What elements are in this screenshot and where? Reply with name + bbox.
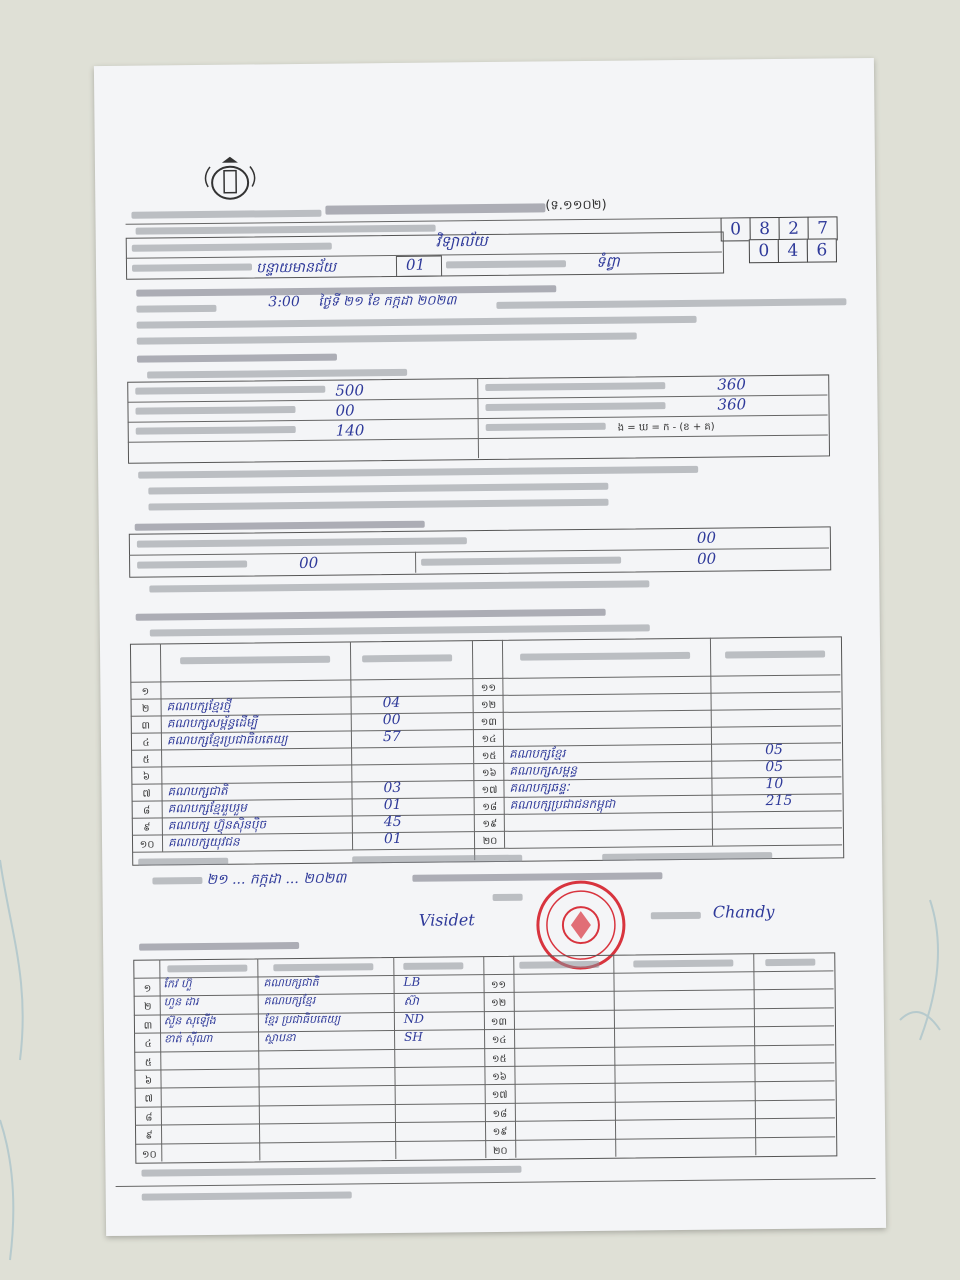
complaints-forwarded: 00 — [696, 549, 717, 568]
royal-emblem-icon — [200, 156, 260, 205]
footer-date: ២១ ... កក្កដា ... ២០២៣ — [206, 870, 347, 888]
row-number: ១៩ — [482, 818, 498, 831]
party-name: គណបក្សខ្មែរថ្មី — [166, 698, 231, 714]
serial-digit: 8 — [750, 217, 780, 241]
party-votes: 57 — [382, 728, 401, 746]
row-number: ៥ — [142, 754, 150, 766]
row-number: ១ — [141, 686, 150, 698]
province-code: 01 — [405, 255, 426, 274]
ballots-in-box: 360 — [717, 395, 747, 414]
party-name: គណបក្សសម្ព័ន្ធដើម្បី — [166, 715, 258, 731]
row-number: ១៩ — [492, 1126, 508, 1138]
witness-party: គណបក្សជាតិ — [263, 975, 319, 990]
witness-party: ស្ថាបនា — [264, 1031, 296, 1045]
serial-digit: 4 — [778, 239, 808, 263]
row-number: ១៥ — [481, 750, 497, 763]
row-number: ២០ — [482, 835, 498, 848]
row-number: ១០ — [139, 839, 155, 851]
commune-name: ទំព្វា — [595, 252, 620, 271]
witness-name: ខាត់ ស៊ីណា — [164, 1031, 213, 1046]
row-number: ៩ — [143, 822, 151, 834]
party-name: គណបក្សជាតិ — [167, 783, 228, 799]
row-number: ១១ — [480, 682, 497, 695]
party-votes: 45 — [383, 813, 402, 831]
row-number: ៨ — [143, 805, 151, 817]
row-number: ១៤ — [481, 733, 497, 746]
row-number: ១១ — [490, 979, 507, 992]
date-line: ថ្ងៃទី ២១ ខែ កក្កដា ២០២៣ — [318, 293, 457, 310]
witness-name: កែវ ហ៊ួ — [163, 977, 192, 991]
voters-count: 360 — [717, 375, 746, 394]
row-number: ១៧ — [491, 1089, 508, 1102]
row-number: ១៤ — [491, 1034, 507, 1047]
row-number: ៣ — [141, 720, 151, 732]
row-number: ១៥ — [491, 1053, 507, 1066]
party-name: គណបក្សឆន្ទៈ — [509, 780, 570, 795]
witness-signature: ស៊ា — [403, 993, 420, 1008]
row-number: ៤ — [144, 1038, 152, 1050]
complaints-counting: 00 — [696, 528, 717, 547]
party-votes: 10 — [765, 775, 784, 793]
row-number: ៣ — [143, 1020, 153, 1032]
witness-signature: SH — [404, 1029, 423, 1044]
election-result-form: (ទ.១១០២) 0 8 2 7 0 4 6 វិទ្យាល័យ បន្ទាយមានជ័យ 01 ទំព្វា 3:00 ថ្ងៃទី ២១ ខែ កក្កដា ២០២៣ 500 00 140 360 360 ង = ឃ = ក - (ខ + គ) 00 00 00 ២១ ... កក្កដា ... ២០២៣ Visidet Chandy ១ ២ គណបក្សខ្មែរថ្មី 04 ៣ គណបក្សសម្ព័ន្ធដើម្បី 00 ៤ គណបក្សខ្មែរប្រជាធិបតេយ្យ 57 ៥ ៦ ៧ គណបក្សជាតិ 03 ៨ គណបក្សខ្មែររួបរួម 01 ៩ គណបក្ស ហ៊្វុនស៊ិនប៉ិច 45 ១០ គណបក្សយុវជន 01 ១១ ១២ ១៣ ១៤ ១៥ គណបក្សខ្មែរ 05 ១៦ គណបក្សសម្ពន្ធ 05 ១៧ គណបក្សឆន្ទៈ 10 ១៨ គណបក្សប្រជាជនកម្ពុជា 215 ១៩ ២០ ១ កែវ ហ៊ួ គណបក្សជាតិ LB ២ ហួន ដារ គណបក្សខ្មែរ ស៊ា ៣ ស៊ួន សុឡើង ខ្មែរ ប្រជាធិបតេយ្យ ND ៤ ខាត់ ស៊ីណា ស្ថាបនា SH ៥ ៦ ៧ ៨ ៩ ១០ ១១ ១២ ១៣ ១៤ ១៥ ១៦ ១៧ ១៨ ១៩ ២០ — [94, 58, 886, 1236]
party-name: គណបក្សសម្ពន្ធ — [509, 763, 578, 778]
row-number: ១០ — [141, 1149, 157, 1161]
party-votes: 05 — [765, 741, 784, 759]
row-number: ១៧ — [481, 784, 498, 797]
ballots-unused: 00 — [335, 401, 355, 420]
serial-digit: 7 — [808, 216, 838, 240]
party-votes: 00 — [382, 711, 401, 729]
row-number: ៨ — [145, 1112, 153, 1124]
party-name: គណបក្សខ្មែររួបរួម — [167, 800, 247, 816]
witness-name: ស៊ួន សុឡើង — [163, 1013, 216, 1028]
party-name: គណបក្ស ហ៊្វុនស៊ិនប៉ិច — [167, 817, 267, 833]
opening-time: 3:00 — [268, 293, 300, 311]
row-number: ៦ — [144, 1075, 153, 1087]
row-number: ៧ — [142, 788, 151, 800]
ballots-received: 500 — [335, 381, 365, 400]
party-votes: 04 — [382, 694, 401, 712]
witness-party: ខ្មែរ ប្រជាធិបតេយ្យ — [263, 1012, 341, 1027]
row-number: ១៣ — [490, 1016, 508, 1029]
row-number: ២ — [141, 703, 150, 715]
witness-name: ហួន ដារ — [163, 995, 199, 1009]
row-number: ១៨ — [492, 1108, 508, 1120]
row-number: ១៣ — [480, 716, 497, 729]
row-number: ១ — [143, 983, 152, 995]
party-name: គណបក្សខ្មែរ — [509, 746, 566, 761]
party-votes: 03 — [383, 779, 402, 797]
station-name: វិទ្យាល័យ — [435, 232, 488, 251]
row-number: ១៦ — [492, 1071, 507, 1084]
chair-signature: Visidet — [418, 910, 475, 930]
party-votes: 05 — [765, 758, 784, 776]
ballots-spoiled: 140 — [335, 421, 365, 440]
serial-digit: 6 — [807, 238, 837, 262]
witness-party: គណបក្សខ្មែរ — [263, 993, 316, 1008]
row-number: ២ — [143, 1001, 152, 1013]
province-name: បន្ទាយមានជ័យ — [255, 259, 337, 277]
row-number: ៧ — [144, 1093, 153, 1105]
party-name: គណបក្សយុវជន — [167, 834, 240, 850]
row-number: ៩ — [145, 1130, 153, 1142]
witness-signature: LB — [403, 974, 421, 989]
party-name: គណបក្សខ្មែរប្រជាធិបតេយ្យ — [166, 732, 288, 748]
serial-digit: 0 — [749, 239, 779, 263]
row-number: ៤ — [142, 737, 150, 749]
secretary-signature: Chandy — [712, 902, 775, 922]
party-votes: 01 — [383, 796, 402, 814]
witness-signature: ND — [403, 1011, 425, 1026]
row-number: ១២ — [480, 699, 497, 712]
row-number: ៥ — [144, 1057, 152, 1069]
party-votes: 01 — [383, 830, 402, 848]
serial-digit: 0 — [721, 217, 751, 241]
row-number: ១៦ — [481, 767, 497, 780]
row-number: ៦ — [142, 771, 150, 783]
complaints-resolved: 00 — [299, 553, 319, 572]
row-number: ១៨ — [482, 801, 498, 814]
row-number: ២០ — [492, 1145, 508, 1157]
row-number: ១២ — [491, 997, 507, 1010]
party-name: គណបក្សប្រជាជនកម្ពុជា — [509, 796, 616, 812]
serial-digit: 2 — [779, 217, 809, 241]
party-votes: 215 — [765, 792, 793, 810]
